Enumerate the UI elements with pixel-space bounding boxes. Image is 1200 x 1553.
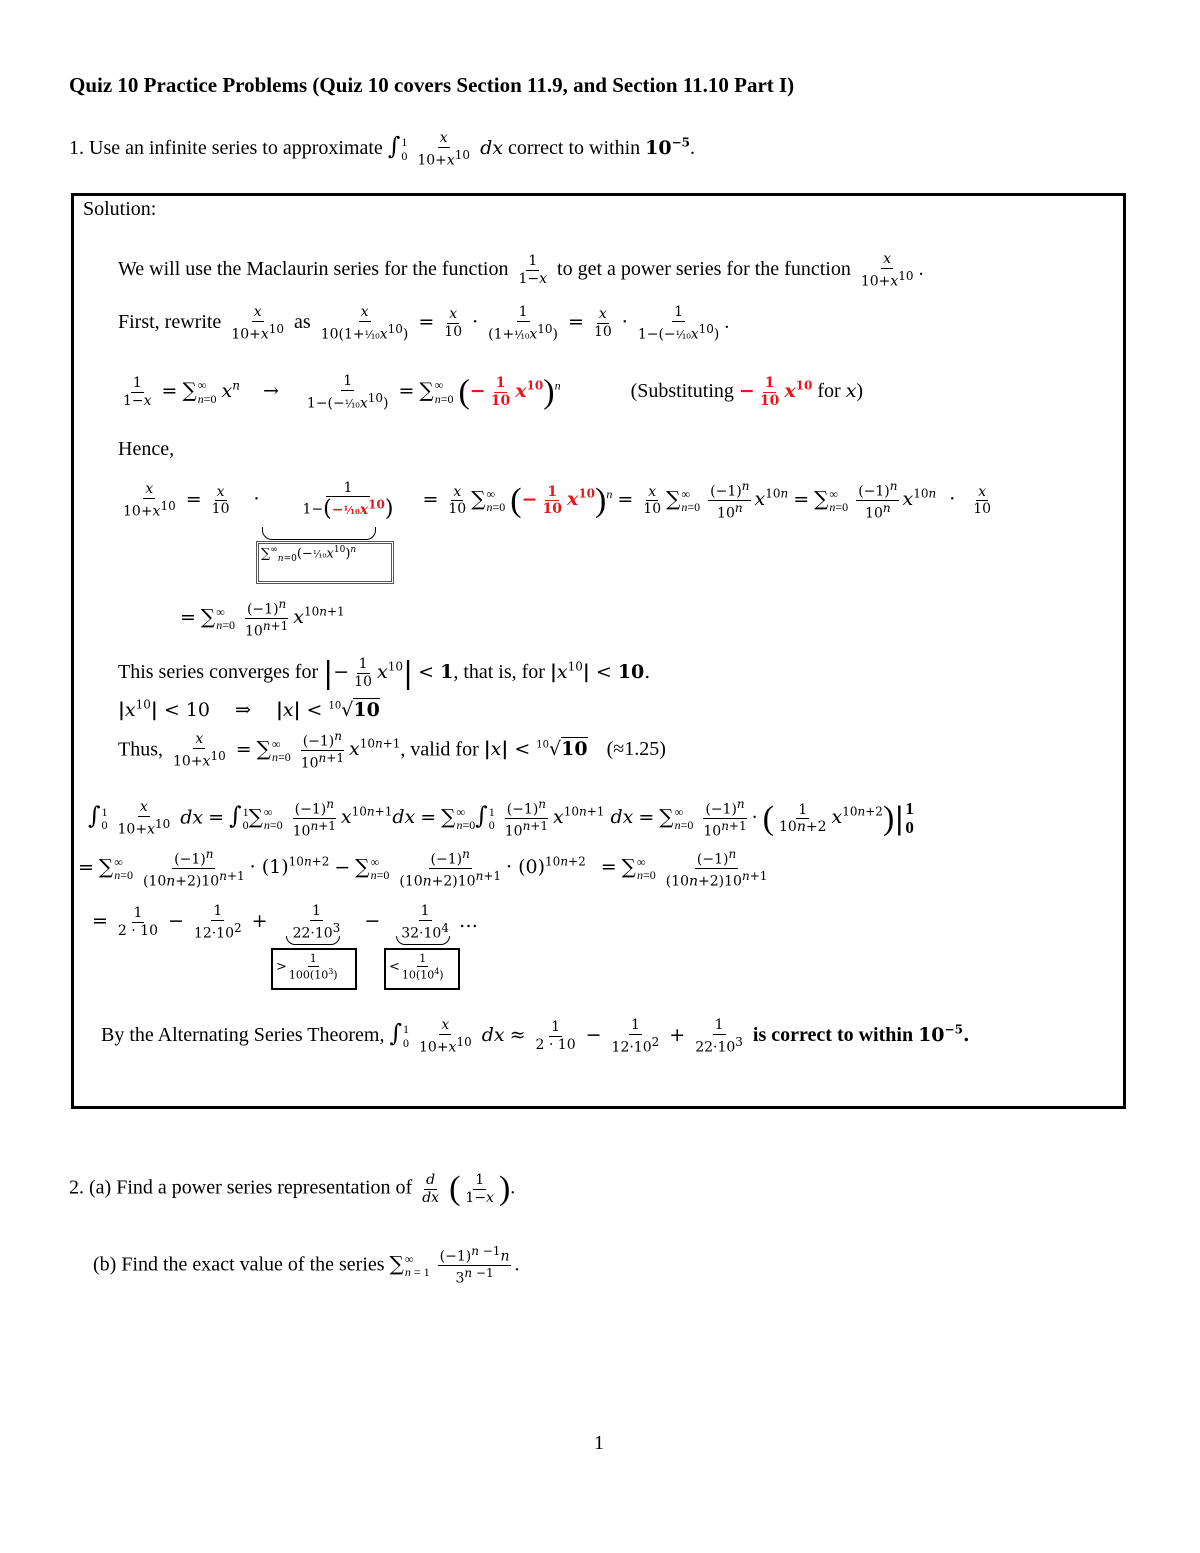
dx: dx xyxy=(480,137,503,160)
problem-1-statement xyxy=(69,131,695,168)
frac-c: $\frac{x}{10}$ xyxy=(444,306,463,341)
red-frac-2: $\frac{1}{10}$ xyxy=(759,375,780,410)
problem-2b: (b) Find the exact value of the series ∑ ∞ n = 1 $\frac{(-1)^{n -1}n}{3^{n -1}}$ . xyxy=(93,1244,520,1287)
il2-frac-1: $\frac{(-1)^n}{(10n+2)10^{n+1}}$ xyxy=(142,847,245,890)
inequality-line: $|x^{10}| < 10$ ⇒ |x| < $^{10}$√10 xyxy=(118,698,380,722)
integral-line-1: ∫ 1 0 $\frac{x}{10+x^{10}}$ dx = ∫ 1 0 ∑ ∞ n=0 $\frac{(-1)^n}{10^{n+1}}$ $x^{10n+1}dx$ = ∑ ∞ n=0 ∫ 1 0 $\frac{(-1)^n}{10^{n+1}}$ $x^{10n+1}$ dx = ∑ ∞ n=0 $\frac{(-1)^n}{10^{n+1}}$ · ( $\frac{1}{10n+2}$ $x^{10n+2})|$ 1 0 xyxy=(88,797,914,840)
line1-text-a: We will use the Maclaurin series for the function xyxy=(118,258,509,281)
ast-frac-1: $\frac{x}{10+x^{10}}$ xyxy=(418,1017,472,1056)
frac-f: $\frac{1}{1-(-^1⁄_{10}x^{10})}$ xyxy=(637,304,720,343)
red-frac-1: $\frac{1}{10}$ xyxy=(490,375,511,410)
problem-2a: 2. (a) Find a power series representation of $\frac{d}{dx}$ ( $\frac{1}{1-x}$ ). xyxy=(69,1170,516,1207)
il3-frac-3: $\frac{1}{22\cdot 10^3}$ xyxy=(292,903,341,942)
l4-frac-4: $\frac{x}{10}$ xyxy=(448,483,467,518)
ast-conclusion: By the Alternating Series Theorem, ∫ 1 0 $\frac{x}{10+x^{10}}$ dx ≈ $\frac{1}{2 \cdot 10}$ − $\frac{1}{12\cdot 10^2}$ + $\frac{1}{22\cdot 10^3}$ is correct to within $10^{-5}$. xyxy=(101,1017,970,1056)
int2-frac: $\frac{(-1)^n}{10^{n+1}}$ xyxy=(292,797,336,840)
thus-frac-1: $\frac{x}{10+x^{10}}$ xyxy=(173,731,226,770)
problem-1-text-after: correct to within xyxy=(507,137,641,160)
geo-frac: $\frac{1}{1-x}$ xyxy=(123,375,152,410)
problem-2b-text: (b) Find the exact value of the series xyxy=(93,1253,385,1276)
hence-label: Hence, xyxy=(118,438,175,460)
solution-line-2: First, rewrite $\frac{x}{10+x^{10}}$ as $\frac{x}{10(1+^1⁄_{10}x^{10})}$ = $\frac{x}{10}$ · $\frac{1}{(1+^1⁄_{10}x^{10})}$ = $\frac{x}{10}$ · $\frac{1}{1-(-^1⁄_{10}x^{10})}$ . xyxy=(118,304,730,343)
il2-frac-2: $\frac{(-1)^n}{(10n+2)10^{n+1}}$ xyxy=(399,847,502,890)
thus-label: Thus, xyxy=(118,738,163,761)
l4-red-frac: $\frac{1}{10}$ xyxy=(542,483,562,518)
converges-text-b: , that is, for xyxy=(453,661,545,684)
ast-text-a: By the Alternating Series Theorem, xyxy=(101,1024,385,1047)
int4-frac: $\frac{(-1)^n}{10^{n+1}}$ xyxy=(703,797,747,840)
line1-text-b: to get a power series for the function xyxy=(557,258,851,281)
derivative-op: $\frac{d}{dx}$ xyxy=(422,1171,440,1206)
ast-text-b: is correct to within xyxy=(752,1024,914,1047)
line2-text-b: as xyxy=(294,311,311,334)
approx-value: (≈1.25) xyxy=(606,738,666,761)
il2-frac-3: $\frac{(-1)^n}{(10n+2)10^{n+1}}$ xyxy=(665,847,768,890)
solution-line-3: $\frac{1}{1-x}$ = ∑ ∞ n=0 $x^n$ → $\frac{1}{1-(-^1⁄_{10}x^{10})}$ = ∑ ∞ n=0 (− $\frac{1}{10}$ $x^{10})^n$ (Substituting − $\frac{1}{10}$ $x^{10}$ for x) xyxy=(123,373,864,412)
substituting-text-b: for xyxy=(817,380,841,403)
integral-line-2: = ∑ ∞ n=0 $\frac{(-1)^n}{(10n+2)10^{n+1}}$ · $(1)^{10n+2}$ − ∑ ∞ n=0 $\frac{(-1)^n}{(10n+2)10^{n+1}}$ · $(0)^{10n+2}$ = ∑ ∞ n=0 $\frac{(-1)^n}{(10n+2)10^{n+1}}$ xyxy=(78,847,768,890)
underbrace-3 xyxy=(396,936,450,945)
frac-b: $\frac{x}{10(1+^1⁄_{10}x^{10})}$ xyxy=(320,304,409,343)
boxed-series-content: $\sum^\infty_{n=0}(-^1⁄_{10}x^{10})^n$ xyxy=(261,545,357,564)
tolerance-value: $10^{-5}$ xyxy=(645,135,690,160)
integral-sign: ∫ xyxy=(387,132,401,161)
l4-frac-2: $\frac{x}{10}$ xyxy=(211,483,230,518)
integral-line-3: = $\frac{1}{2 \cdot 10}$ − $\frac{1}{12\cdot 10^2}$ + $\frac{1}{22\cdot 10^3}$ − $\frac{1}{32\cdot 10^4}$ … xyxy=(92,903,478,942)
l4-frac-1: $\frac{x}{10+x^{10}}$ xyxy=(123,481,176,520)
converges-text-a: This series converges for xyxy=(118,661,319,684)
integrand-fraction: $\frac{x}{10+x^{10}}$ xyxy=(417,130,471,169)
underbrace xyxy=(262,527,376,540)
ellipsis: … xyxy=(458,910,478,933)
bound-box-1-content: > $\frac{1}{100(10^3)}$ xyxy=(276,952,338,982)
convergence-line: This series converges for |− $\frac{1}{10}$ $x^{10}| < 1$, that is, for $|x^{10}| < 10$. xyxy=(118,656,651,691)
il3-frac-4: $\frac{1}{32\cdot 10^4}$ xyxy=(401,903,449,942)
l4-frac-7: $\frac{(-1)^n}{10^n}$ xyxy=(858,479,898,522)
page-title: Quiz 10 Practice Problems (Quiz 10 covers Section 11.9, and Section 11.10 Part I) xyxy=(69,73,795,97)
thus-frac-2: $\frac{(-1)^n}{10^{n+1}}$ xyxy=(300,729,344,772)
problem-2a-text: 2. (a) Find a power series representation of xyxy=(69,1176,413,1199)
ast-frac-2: $\frac{1}{2 \cdot 10}$ xyxy=(535,1019,576,1054)
frac-d: $\frac{1}{(1+^1⁄_{10}x^{10})}$ xyxy=(488,304,559,343)
problem-1-number: 1. xyxy=(69,137,84,160)
il3-frac-2: $\frac{1}{12\cdot 10^2}$ xyxy=(193,903,242,942)
fraction-1-over-1-minus-x: $\frac{1}{1-x}$ xyxy=(518,253,548,288)
valid-for-text: , valid for xyxy=(400,738,479,761)
int1-frac: $\frac{x}{10+x^{10}}$ xyxy=(117,799,171,838)
l4-frac-8: $\frac{x}{10}$ xyxy=(973,483,992,518)
solution-label: Solution: xyxy=(83,198,157,220)
solution-line-5: = ∑ ∞ n=0 $\frac{(-1)^n}{10^{n+1}}$ $x^{10n+1}$ xyxy=(180,597,345,640)
frac-e: $\frac{x}{10}$ xyxy=(593,306,612,341)
int5-frac: $\frac{1}{10n+2}$ xyxy=(779,801,827,836)
l4-frac-3: $\frac{1}{1-(-^1⁄_{10}x^{10})}$ xyxy=(302,480,394,522)
l4-frac-6: $\frac{(-1)^n}{10^n}$ xyxy=(710,479,750,522)
conv-frac: $\frac{1}{10}$ xyxy=(354,656,372,690)
integral-limits: 1 0 xyxy=(401,135,408,163)
page-number: 1 xyxy=(594,1432,604,1454)
l5-frac: $\frac{(-1)^n}{10^{n+1}}$ xyxy=(244,597,289,640)
solution-line-4: $\frac{x}{10+x^{10}}$ = $\frac{x}{10}$ · $\frac{1}{1-(-^1⁄_{10}x^{10})}$ = $\frac{x}{10}$ ∑ ∞ n=0 (− $\frac{1}{10}$ $x^{10})^n$ = $\frac{x}{10}$ ∑ ∞ n=0 $\frac{(-1)^n}{10^n}$ $x^{10n}$ = ∑ ∞ n=0 $\frac{(-1)^n}{10^n}$ $x^{10n}$ · $\frac{x}{10}$ xyxy=(123,479,992,522)
il3-frac-1: $\frac{1}{2 \cdot 10}$ xyxy=(117,905,158,940)
solution-line-1: We will use the Maclaurin series for the function $\frac{1}{1-x}$ to get a power series for the function $\frac{x}{10+x^{10}}$ . xyxy=(118,251,924,290)
fraction-x-over-10-plus-x10: $\frac{x}{10+x^{10}}$ xyxy=(860,251,914,290)
ast-frac-3: $\frac{1}{12\cdot 10^2}$ xyxy=(611,1017,660,1056)
problem-1-text-before: Use an infinite series to approximate xyxy=(89,137,383,160)
substituting-text-a: (Substituting xyxy=(630,380,734,403)
underbrace-2 xyxy=(286,936,340,945)
period: . xyxy=(690,137,695,160)
l4-frac-5: $\frac{x}{10}$ xyxy=(643,483,662,518)
ast-frac-4: $\frac{1}{22\cdot 10^3}$ xyxy=(695,1017,743,1056)
frac-a: $\frac{x}{10+x^{10}}$ xyxy=(231,304,285,343)
p2b-frac: $\frac{(-1)^{n -1}n}{3^{n -1}}$ xyxy=(439,1244,510,1287)
line2-text-a: First, rewrite xyxy=(118,311,222,334)
geo-frac-sub: $\frac{1}{1-(-^1⁄_{10}x^{10})}$ xyxy=(306,373,389,412)
bound-box-2-content: < $\frac{1}{10(10^4)}$ xyxy=(389,952,444,982)
p2a-frac: $\frac{1}{1-x}$ xyxy=(465,1171,494,1206)
int3-frac: $\frac{(-1)^n}{10^{n+1}}$ xyxy=(504,797,548,840)
thus-line: Thus, $\frac{x}{10+x^{10}}$ = ∑ ∞ n=0 $\frac{(-1)^n}{10^{n+1}}$ $x^{10n+1}$, valid for |x| < $^{10}$√10 (≈1.25) xyxy=(118,729,666,772)
